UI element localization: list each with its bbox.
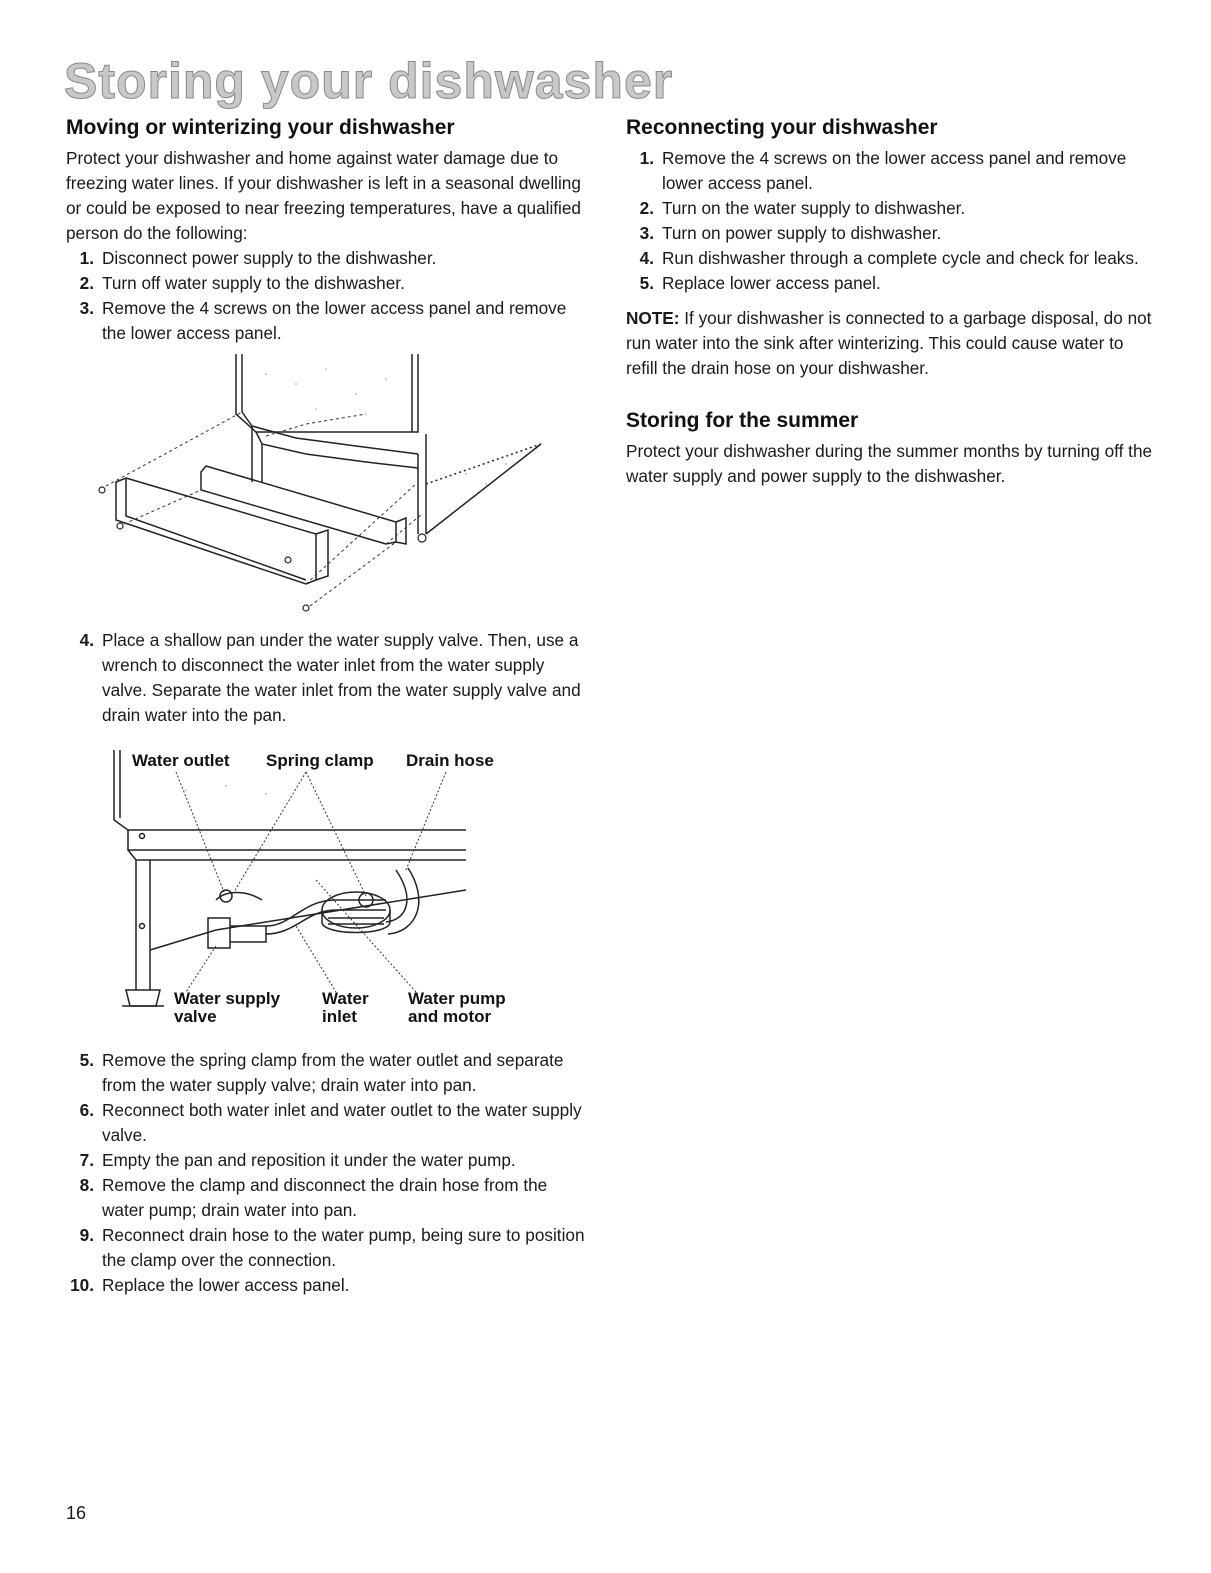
- summer-paragraph: Protect your dishwasher during the summer months by turning off the water supply and power supply to the dishwasher.: [626, 441, 1153, 486]
- step-item: 8. Remove the clamp and disconnect the drain hose from the water pump; drain water into pan.: [79, 1175, 548, 1220]
- access-panel-drawing: [66, 354, 586, 616]
- winterizing-steps-1-3: [66, 246, 586, 346]
- step-item: 2. Turn on the water supply to dishwasher.: [639, 198, 966, 218]
- moving-intro-paragraph: Protect your dishwasher and home against water damage due to freezing water lines. If your dishwasher is left in a seasonal dwelling or could be exposed to near freezing temperatures, have a qualified person do the following:: [66, 148, 581, 243]
- step-item: 5. Replace lower access panel.: [639, 273, 881, 293]
- winterizing-steps-5-10: [66, 1048, 586, 1298]
- step-item: 2. Turn off water supply to the dishwasher.: [79, 273, 405, 293]
- note-label: NOTE:: [626, 308, 680, 328]
- step-item: 1. Disconnect power supply to the dishwasher.: [79, 248, 437, 268]
- spring-clamp-label: Spring clamp: [266, 751, 374, 770]
- reconnecting-heading: Reconnecting your dishwasher: [626, 116, 938, 139]
- step-item: 4. Place a shallow pan under the water supply valve. Then, use a wrench to disconnect the water inlet from the water supply valve. Separate the water inlet from the water supply valve and drain water into the pan.: [79, 630, 581, 725]
- water-pump-motor-label: Water pump and motor: [408, 989, 506, 1026]
- water-outlet-label: Water outlet: [132, 751, 230, 770]
- step-item: 10. Replace the lower access panel.: [70, 1275, 350, 1295]
- step-item: 4. Run dishwasher through a complete cycle and check for leaks.: [639, 248, 1139, 268]
- right-column: [626, 116, 1156, 489]
- step-item: 3. Remove the 4 screws on the lower access panel and remove the lower access panel.: [79, 298, 567, 343]
- winterizing-step-4: [66, 628, 586, 728]
- moving-winterizing-heading: Moving or winterizing your dishwasher: [66, 116, 455, 139]
- drain-hose-label: Drain hose: [406, 751, 494, 770]
- water-connections-illustration: [66, 750, 586, 1040]
- step-item: 7. Empty the pan and reposition it under the water pump.: [79, 1150, 516, 1170]
- note-paragraph: [626, 306, 1156, 381]
- step-item: 3. Turn on power supply to dishwasher.: [639, 223, 942, 243]
- page-number: 16: [66, 1503, 87, 1523]
- storing-summer-heading: Storing for the summer: [626, 409, 859, 432]
- water-supply-valve-label: Water supply valve: [174, 989, 281, 1026]
- step-item: 5. Remove the spring clamp from the water outlet and separate from the water supply valve; drain water into pan.: [79, 1050, 564, 1095]
- step-item: 6. Reconnect both water inlet and water outlet to the water supply valve.: [79, 1100, 582, 1145]
- access-panel-illustration: [66, 354, 586, 616]
- water-inlet-label: Water inlet: [322, 989, 369, 1026]
- step-item: 1. Remove the 4 screws on the lower access panel and remove lower access panel.: [639, 148, 1127, 193]
- note-text: If your dishwasher is connected to a garbage disposal, do not run water into the sink after winterizing. This could cause water to refill the drain hose on your dishwasher.: [626, 308, 1152, 378]
- reconnecting-steps: [626, 146, 1156, 296]
- page-title: Storing your dishwasher: [64, 53, 674, 109]
- step-item: 9. Reconnect drain hose to the water pump, being sure to position the clamp over the connection.: [79, 1225, 585, 1270]
- left-column: [66, 116, 586, 1298]
